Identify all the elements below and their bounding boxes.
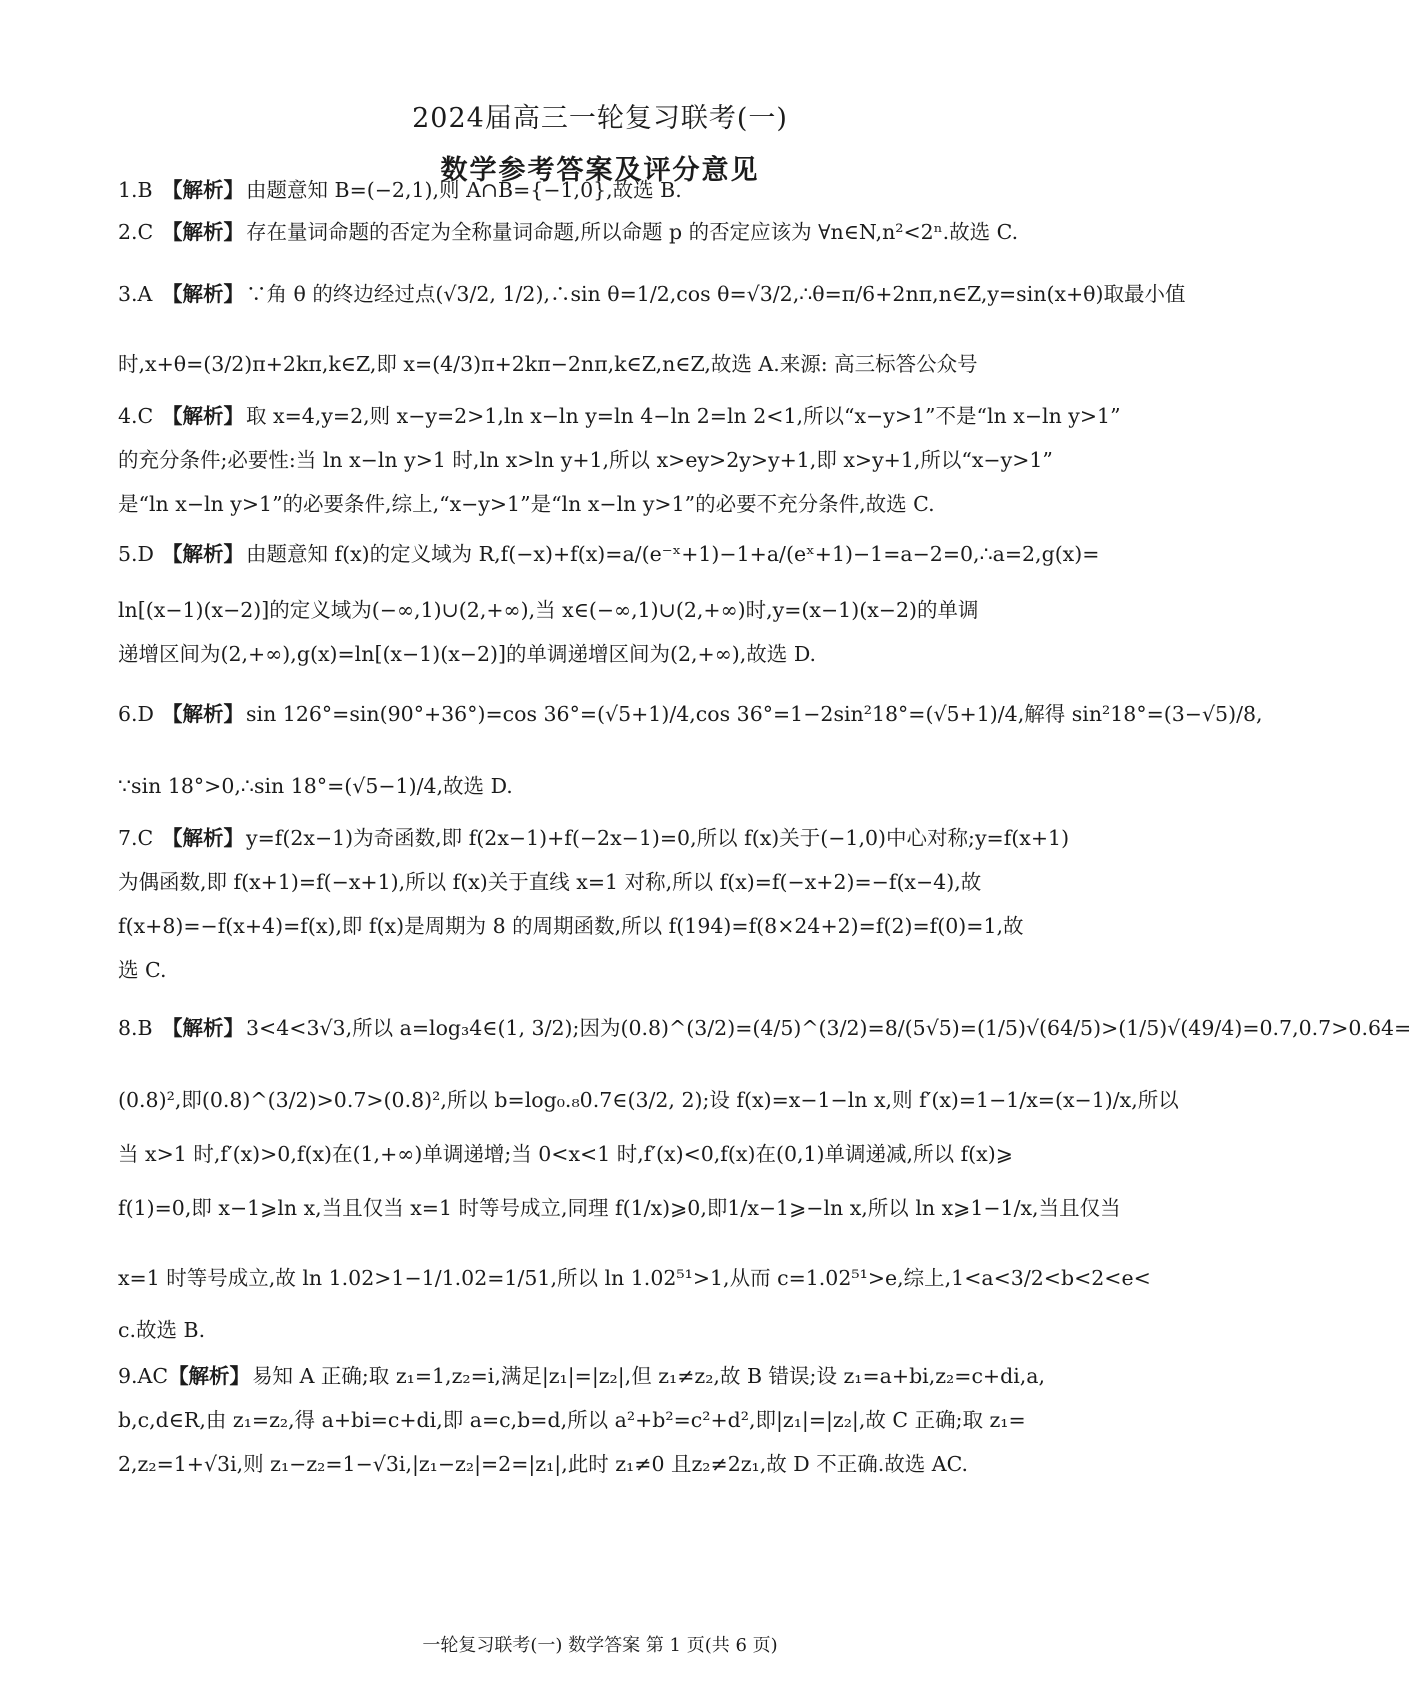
question-text: b,c,d∈R,由 z₁=z₂,得 a+bi=c+di,即 a=c,b=d,所以 a²+b²=c²+d²,即|z₁|=|z₂|,故 C 正确;取 z₁= xyxy=(118,1408,1026,1432)
question-text: 易知 A 正确;取 z₁=1,z₂=i,满足|z₁|=|z₂|,但 z₁≠z₂,故 B 错误;设 z₁=a+bi,z₂=c+di,a, xyxy=(252,1364,1046,1388)
question-9-line-3 xyxy=(118,1450,1118,1478)
question-text: 递增区间为(2,+∞),g(x)=ln[(x−1)(x−2)]的单调递增区间为(2,+∞),故选 D. xyxy=(118,642,817,666)
question-2-line-1 xyxy=(118,218,1118,246)
question-number: 6.D xyxy=(118,702,154,726)
question-text: y=f(2x−1)为奇函数,即 f(2x−1)+f(−2x−1)=0,所以 f(x)关于(−1,0)中心对称;y=f(x+1) xyxy=(246,826,1070,850)
question-text: 3<4<3√3,所以 a=log₃4∈(1, 3/2);因为(0.8)^(3/2)=(4/5)^(3/2)=8/(5√5)=(1/5)√(64/5)>(1/5)√(49/4)=0.7,0.7>0.64= xyxy=(246,1016,1411,1040)
question-text: ∵sin 18°>0,∴sin 18°=(√5−1)/4,故选 D. xyxy=(118,774,513,798)
question-text: sin 126°=sin(90°+36°)=cos 36°=(√5+1)/4,cos 36°=1−2sin²18°=(√5+1)/4,解得 sin²18°=(3−√5)/8, xyxy=(246,702,1263,726)
page-footer: 一轮复习联考(一) 数学答案 第 1 页(共 6 页) xyxy=(422,1635,778,1656)
question-number: 1.B xyxy=(118,178,153,202)
question-3-line-1 xyxy=(118,280,1186,308)
question-7-line-1 xyxy=(118,824,1118,852)
question-text: f(x+8)=−f(x+4)=f(x),即 f(x)是周期为 8 的周期函数,所以 f(194)=f(8×24+2)=f(2)=f(0)=1,故 xyxy=(118,914,1024,938)
question-6-line-2 xyxy=(118,772,1118,800)
analysis-tag: 【解析】 xyxy=(162,178,244,202)
question-text: f(1)=0,即 x−1⩾ln x,当且仅当 x=1 时等号成立,同理 f(1/x)⩾0,即1/x−1⩾−ln x,所以 ln x⩾1−1/x,当且仅当 xyxy=(118,1196,1121,1220)
question-4-line-3 xyxy=(118,490,1118,518)
question-7-line-2 xyxy=(118,868,1118,896)
question-5-line-1 xyxy=(118,540,1118,568)
question-4-line-1 xyxy=(118,402,1121,430)
question-text: ln[(x−1)(x−2)]的定义域为(−∞,1)∪(2,+∞),当 x∈(−∞,1)∪(2,+∞)时,y=(x−1)(x−2)的单调 xyxy=(118,598,979,622)
question-9-line-1 xyxy=(118,1362,1118,1390)
question-number: 3.A xyxy=(118,282,153,306)
question-text: 选 C. xyxy=(118,958,167,982)
question-number: 8.B xyxy=(118,1016,153,1040)
question-8-line-2 xyxy=(118,1086,1179,1114)
page-title: 2024届高三一轮复习联考(一) xyxy=(412,103,788,134)
question-text: 2,z₂=1+√3i,则 z₁−z₂=1−√3i,|z₁−z₂|=2=|z₁|,此时 z₁≠0 且z₂≠2z₁,故 D 不正确.故选 AC. xyxy=(118,1452,969,1476)
question-8-line-1 xyxy=(118,1014,1411,1042)
question-text: 是“ln x−ln y>1”的必要条件,综上,“x−y>1”是“ln x−ln y>1”的必要不充分条件,故选 C. xyxy=(118,492,935,516)
question-7-line-4 xyxy=(118,956,1118,984)
question-number: 9.AC xyxy=(118,1364,169,1388)
question-8-line-6 xyxy=(118,1316,1118,1344)
question-3-line-2 xyxy=(118,350,1118,378)
question-text: 取 x=4,y=2,则 x−y=2>1,ln x−ln y=ln 4−ln 2=ln 2<1,所以“x−y>1”不是“ln x−ln y>1” xyxy=(246,404,1121,428)
question-text: 的充分条件;必要性:当 ln x−ln y>1 时,ln x>ln y+1,所以 x>ey>2y>y+1,即 x>y+1,所以“x−y>1” xyxy=(118,448,1053,472)
analysis-tag: 【解析】 xyxy=(162,404,244,428)
analysis-tag: 【解析】 xyxy=(162,542,244,566)
question-number: 2.C xyxy=(118,220,154,244)
question-8-line-4 xyxy=(118,1194,1121,1222)
analysis-tag: 【解析】 xyxy=(162,282,244,306)
question-6-line-1 xyxy=(118,700,1263,728)
question-7-line-3 xyxy=(118,912,1118,940)
question-8-line-3 xyxy=(118,1140,1118,1168)
question-5-line-3 xyxy=(118,640,1118,668)
question-text: 当 x>1 时,f′(x)>0,f(x)在(1,+∞)单调递增;当 0<x<1 时,f′(x)<0,f(x)在(0,1)单调递减,所以 f(x)⩾ xyxy=(118,1142,1013,1166)
question-8-line-5 xyxy=(118,1264,1151,1292)
question-5-line-2 xyxy=(118,596,1118,624)
question-text: 由题意知 B=(−2,1),则 A∩B={−1,0},故选 B. xyxy=(246,178,682,202)
question-number: 4.C xyxy=(118,404,154,428)
question-text: 由题意知 f(x)的定义域为 R,f(−x)+f(x)=a/(e⁻ˣ+1)−1+a/(eˣ+1)−1=a−2=0,∴a=2,g(x)= xyxy=(246,542,1100,566)
analysis-tag: 【解析】 xyxy=(168,1364,251,1388)
question-4-line-2 xyxy=(118,446,1118,474)
analysis-tag: 【解析】 xyxy=(162,826,244,850)
analysis-tag: 【解析】 xyxy=(162,220,244,244)
page-subtitle: 数学参考答案及评分意见 xyxy=(440,155,760,186)
question-9-line-2 xyxy=(118,1406,1118,1434)
question-text: (0.8)²,即(0.8)^(3/2)>0.7>(0.8)²,所以 b=log₀.₈0.7∈(3/2, 2);设 f(x)=x−1−ln x,则 f′(x)=1−1/x=(x−1)/x,所以 xyxy=(118,1088,1179,1112)
analysis-tag: 【解析】 xyxy=(162,1016,244,1040)
question-text: x=1 时等号成立,故 ln 1.02>1−1/1.02=1/51,所以 ln 1.02⁵¹>1,从而 c=1.02⁵¹>e,综上,1<a<3/2<b<2<e< xyxy=(118,1266,1151,1290)
analysis-tag: 【解析】 xyxy=(162,702,244,726)
question-text: c.故选 B. xyxy=(118,1318,206,1342)
question-text: 为偶函数,即 f(x+1)=f(−x+1),所以 f(x)关于直线 x=1 对称,所以 f(x)=f(−x+2)=−f(x−4),故 xyxy=(118,870,982,894)
question-1-line-1 xyxy=(118,176,1118,204)
question-text: 时,x+θ=(3/2)π+2kπ,k∈Z,即 x=(4/3)π+2kπ−2nπ,k∈Z,n∈Z,故选 A.来源: 高三标答公众号 xyxy=(118,352,978,376)
question-text: 存在量词命题的否定为全称量词命题,所以命题 p 的否定应该为 ∀n∈N,n²<2ⁿ.故选 C. xyxy=(246,220,1019,244)
question-number: 5.D xyxy=(118,542,154,566)
question-text: ∵角 θ 的终边经过点(√3/2, 1/2),∴sin θ=1/2,cos θ=√3/2,∴θ=π/6+2nπ,n∈Z,y=sin(x+θ)取最小值 xyxy=(246,282,1186,306)
question-number: 7.C xyxy=(118,826,154,850)
